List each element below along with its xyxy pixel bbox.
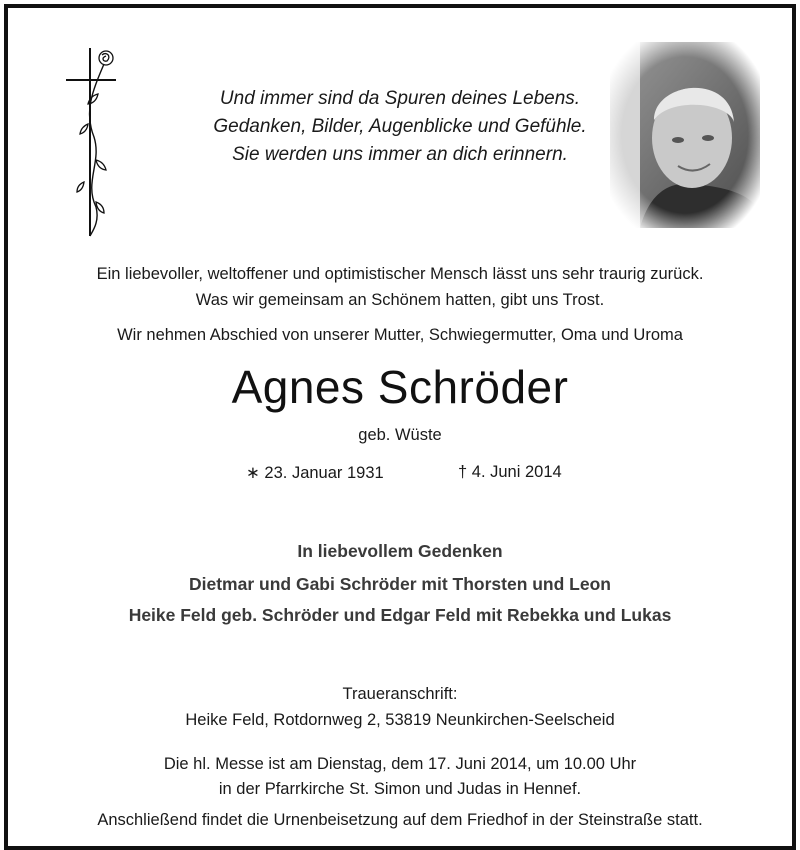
family-line-1: Dietmar und Gabi Schröder mit Thorsten und Leon [189, 574, 611, 594]
mass-line-1: Die hl. Messe ist am Dienstag, dem 17. Juni 2014, um 10.00 Uhr [163, 755, 637, 773]
mass-line-2: in der Pfarrkirche St. Simon und Judas in Hennef. [218, 780, 582, 798]
memorial-heading: In liebevollem Gedenken [297, 541, 503, 561]
intro-line-1: Ein liebevoller, weltoffener und optimistischer Mensch lässt uns sehr traurig zurück. [96, 265, 704, 283]
death-date [458, 463, 562, 482]
motto-line-1: Und immer sind da Spuren deines Lebens. [219, 88, 581, 109]
birth-date [246, 463, 384, 483]
intro-line-2: Was wir gemeinsam an Schönem hatten, gibt uns Trost. [195, 291, 605, 309]
burial-text: Anschließend findet die Urnenbeisetzung auf dem Friedhof in der Steinstraße statt. [97, 811, 703, 829]
address-value: Heike Feld, Rotdornweg 2, 53819 Neunkirchen-Seelscheid [185, 711, 615, 729]
death-date-text: 4. Juni 2014 [471, 463, 562, 481]
deceased-name: Agnes Schröder [231, 361, 569, 413]
address-label: Traueranschrift: [342, 685, 458, 703]
birth-star-icon: ∗ [246, 464, 260, 482]
maiden-name: geb. Wüste [358, 426, 442, 444]
motto-line-2: Gedanken, Bilder, Augenblicke und Gefühle. [213, 116, 587, 137]
obituary-notice [4, 4, 796, 850]
birth-date-text: 23. Januar 1931 [264, 464, 384, 482]
death-cross-icon: † [458, 463, 468, 481]
family-line-2: Heike Feld geb. Schröder und Edgar Feld mit Rebekka und Lukas [128, 605, 672, 625]
portrait-photo [610, 42, 760, 228]
farewell-text: Wir nehmen Abschied von unserer Mutter, Schwiegermutter, Oma und Uroma [117, 326, 683, 344]
motto-line-3: Sie werden uns immer an dich erinnern. [232, 144, 568, 165]
